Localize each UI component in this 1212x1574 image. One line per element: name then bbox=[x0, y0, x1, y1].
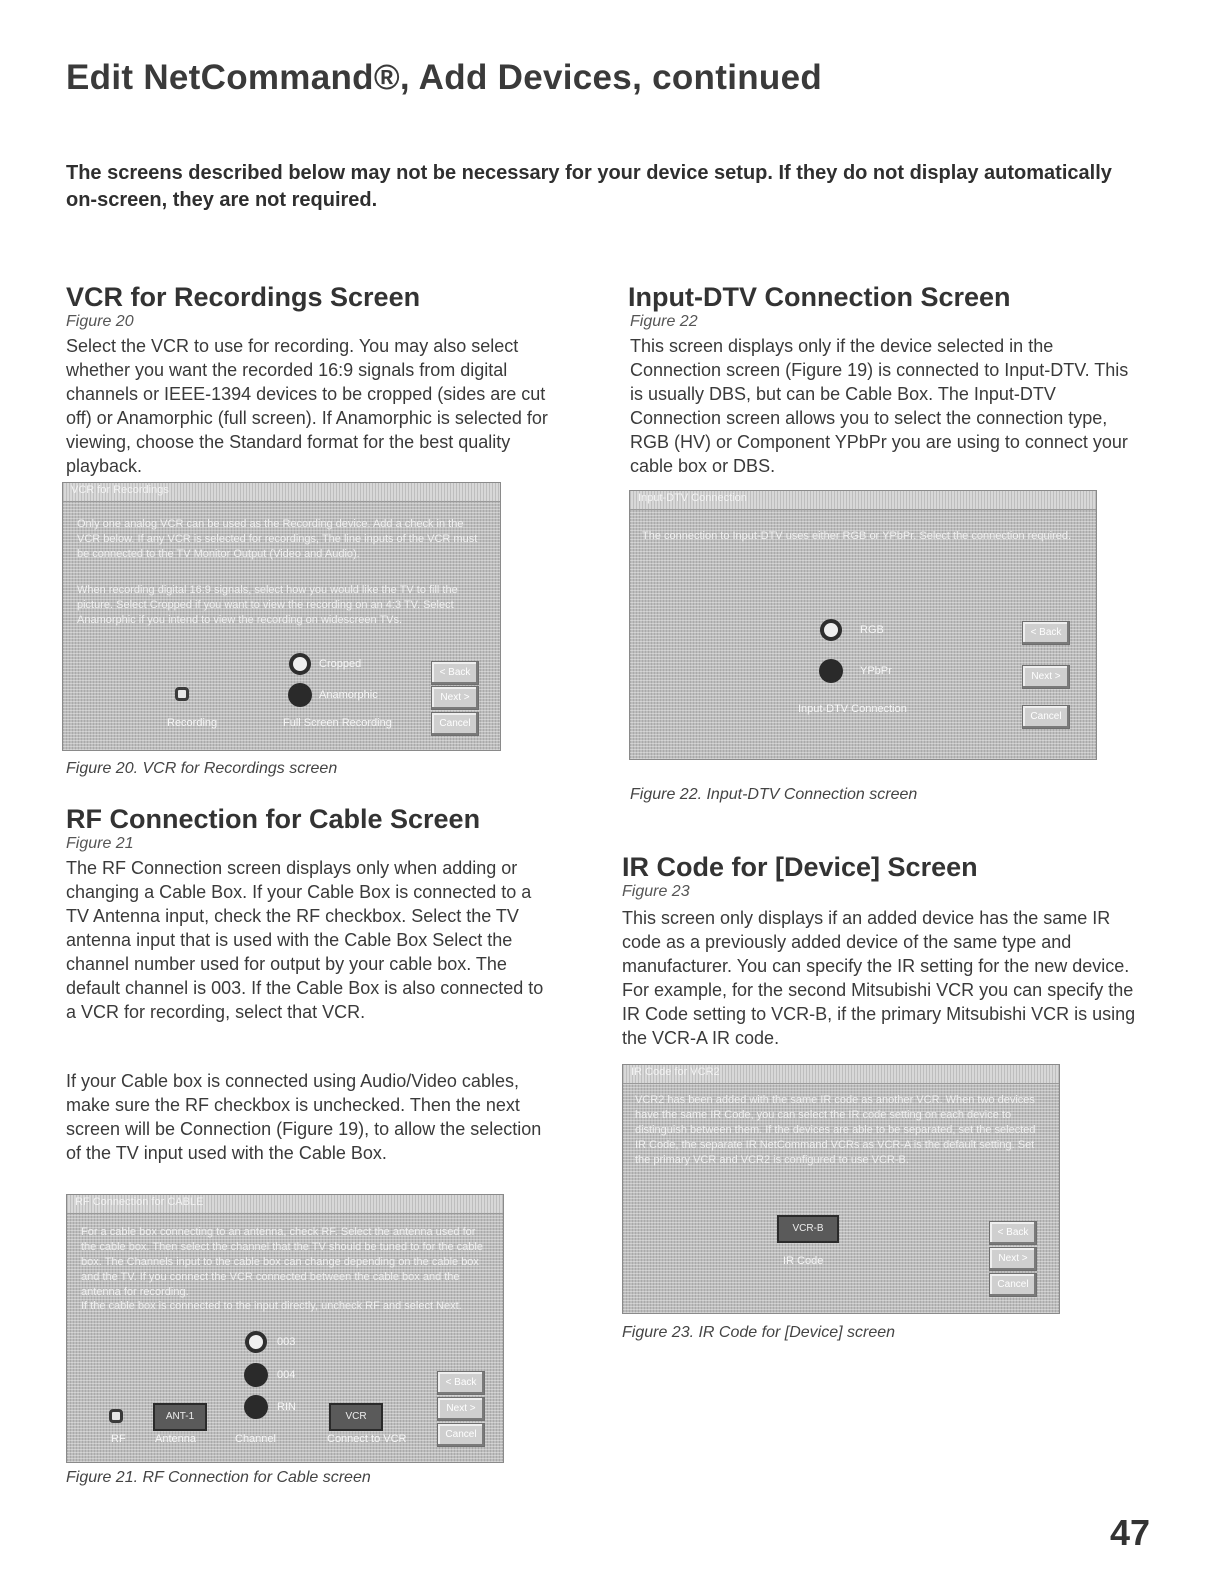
radio-channel-1[interactable] bbox=[245, 1331, 267, 1353]
screen-instructions-2: If the cable box is connected to the input directly, uncheck RF and select Next. bbox=[81, 1300, 462, 1312]
caption-figure-21: Figure 21. RF Connection for Cable screen bbox=[66, 1469, 371, 1486]
radio-ypbpr-label: YPbPr bbox=[860, 665, 892, 677]
section-body-ir: This screen only displays if an added device has the same IR code as a previously added device of the same type and manufacturer. You can specify the IR setting for the new device. For example, for the second Mitsubishi VCR you can specify the IR Code setting to VCR-B, if the primary Mitsubishi VCR is using the VCR-A IR code. bbox=[622, 908, 1136, 1048]
caption-figure-23: Figure 23. IR Code for [Device] screen bbox=[622, 1324, 896, 1341]
radio-cropped-label: Cropped bbox=[319, 658, 362, 670]
input-dtv-label: Input-DTV Connection bbox=[798, 703, 907, 715]
screen-title-bar bbox=[67, 1195, 503, 1214]
channel-label: Channel bbox=[235, 1433, 276, 1445]
screen-title-bar bbox=[630, 491, 1096, 510]
cancel-button[interactable]: Cancel bbox=[431, 712, 479, 736]
back-button[interactable]: < Back bbox=[1022, 621, 1070, 645]
ir-code-label: IR Code bbox=[783, 1255, 824, 1267]
screen-instructions: Only one analog VCR can be used as the Recording device. Add a check in the VCR below. If any VCR is selected for recordings, The line inputs of the VCR must be connected to the TV Monitor Output (Video and Audio). bbox=[77, 518, 478, 560]
radio-cropped[interactable] bbox=[289, 653, 311, 675]
intro-note: The screens described below may not be necessary for your device setup. If they do not display automatically on-screen, they are not required. bbox=[66, 162, 1112, 211]
section-title-rf: RF Connection for Cable Screen bbox=[66, 804, 481, 834]
antenna-label: Antenna bbox=[155, 1433, 196, 1445]
vcr-select[interactable]: VCR bbox=[329, 1403, 383, 1431]
screen-title: RF Connection for CABLE bbox=[75, 1196, 204, 1208]
radio-rgb-label: RGB bbox=[860, 624, 884, 636]
section-title-ir: IR Code for [Device] Screen bbox=[622, 852, 978, 882]
vcr-recordings-screenshot bbox=[62, 482, 501, 751]
screen-instructions: VCR2 has been added with the same IR code as another VCR. When two devices have the same IR Code, you can select the IR code setting on each device to distinguish between them. If the devices are able to be separated, set the selected IR Code, the separate IR NetCommand VCRs as VCR-A is the default setting. Set the primary VCR and VCR2 is configured to use VCR-B. bbox=[635, 1094, 1036, 1166]
rf-checkbox-label: RF bbox=[111, 1433, 126, 1445]
radio-channel-2[interactable] bbox=[244, 1363, 268, 1387]
rf-checkbox[interactable] bbox=[109, 1409, 123, 1423]
caption-figure-22: Figure 22. Input-DTV Connection screen bbox=[630, 786, 918, 803]
screen-instructions-2: When recording digital 16:9 signals, select how you would like the TV to fill the picture. Select Cropped if you want to view the recording on an 4:3 TV. Select Anamorphic if you intend to view the recording on widescreen TVs. bbox=[77, 584, 458, 626]
cancel-button[interactable]: Cancel bbox=[1022, 705, 1070, 729]
ir-code-select[interactable]: VCR-B bbox=[777, 1215, 839, 1243]
section-title-dtv: Input-DTV Connection Screen bbox=[628, 282, 1011, 312]
radio-anamorphic-label: Anamorphic bbox=[319, 689, 378, 701]
figure-ref-vcr: Figure 20 bbox=[66, 313, 134, 330]
next-button[interactable]: Next > bbox=[431, 686, 479, 710]
figure-ref-rf: Figure 21 bbox=[66, 835, 134, 852]
page-title: Edit NetCommand®, Add Devices, continued bbox=[66, 58, 823, 97]
figure-ref-ir: Figure 23 bbox=[622, 883, 690, 900]
screen-title: Input-DTV Connection bbox=[638, 492, 747, 504]
radio-ypbpr[interactable] bbox=[819, 659, 843, 683]
back-button[interactable]: < Back bbox=[431, 661, 479, 685]
caption-figure-20: Figure 20. VCR for Recordings screen bbox=[66, 760, 338, 777]
screen-title-bar bbox=[63, 483, 500, 502]
screen-title: VCR for Recordings bbox=[71, 484, 169, 496]
input-dtv-screenshot bbox=[629, 490, 1097, 760]
screen-instructions: For a cable box connecting to an antenna, check RF. Select the antenna used for the cable box. Then select the channel that the TV should be tuned to for the cable box. The Channels input to the cable box can change depending on the cable box and the TV. If you connect the VCR connected between the cable box and the antenna for recording. bbox=[81, 1226, 483, 1298]
rf-connection-screenshot bbox=[66, 1194, 504, 1463]
cancel-button[interactable]: Cancel bbox=[437, 1423, 485, 1447]
recording-checkbox[interactable] bbox=[175, 687, 189, 701]
recording-checkbox-label: Recording bbox=[167, 717, 218, 729]
section-title-vcr: VCR for Recordings Screen bbox=[66, 282, 421, 312]
screen-instructions: The connection to Input-DTV uses either RGB or YPbPr. Select the connection required. bbox=[642, 530, 1072, 542]
connect-vcr-label: Connect to VCR bbox=[327, 1433, 407, 1445]
cancel-button[interactable]: Cancel bbox=[989, 1273, 1037, 1297]
back-button[interactable]: < Back bbox=[437, 1371, 485, 1395]
section-body-vcr: Select the VCR to use for recording. You may also select whether you want the recorded 16:9 signals from digital channels or IEEE-1394 devices to be cropped (sides are cut off) or Anamorphic (full screen). If Anamorphic is selected for viewing, choose the Standard format for the best quality playback. bbox=[66, 336, 548, 476]
section-body-dtv: This screen displays only if the device selected in the Connection screen (Figure 19) is connected to Input-DTV. This is usually DBS, but can be Cable Box. The Input-DTV Connection screen allows you to select the connection type, RGB (HV) or Component YPbPr you are using to connect your cable box or DBS. bbox=[630, 336, 1129, 476]
back-button[interactable]: < Back bbox=[989, 1221, 1037, 1245]
ir-code-screenshot bbox=[622, 1064, 1060, 1314]
figure-ref-dtv: Figure 22 bbox=[630, 313, 698, 330]
radio-channel-1-label: 003 bbox=[277, 1336, 296, 1348]
page-number: 47 bbox=[1109, 1512, 1150, 1553]
antenna-select[interactable]: ANT-1 bbox=[153, 1403, 207, 1431]
full-screen-label: Full Screen Recording bbox=[283, 717, 392, 729]
radio-anamorphic[interactable] bbox=[288, 683, 312, 707]
radio-channel-3-label: RIN bbox=[277, 1401, 296, 1413]
next-button[interactable]: Next > bbox=[989, 1247, 1037, 1271]
next-button[interactable]: Next > bbox=[437, 1397, 485, 1421]
screen-title-bar bbox=[623, 1065, 1059, 1084]
radio-rgb[interactable] bbox=[820, 619, 842, 641]
radio-channel-2-label: 004 bbox=[277, 1369, 296, 1381]
next-button[interactable]: Next > bbox=[1022, 665, 1070, 689]
radio-channel-3[interactable] bbox=[244, 1395, 268, 1419]
section-body-rf-2: If your Cable box is connected using Audio/Video cables, make sure the RF checkbox is unchecked. Then the next screen will be Connection (Figure 19), to allow the selection of the TV input used with the Cable Box. bbox=[66, 1071, 542, 1163]
screen-title: IR Code for VCR2 bbox=[631, 1066, 720, 1078]
section-body-rf-1: The RF Connection screen displays only when adding or changing a Cable Box. If your Cable Box is connected to a TV Antenna input, check the RF checkbox. Select the TV antenna input that is used with the Cable Box Select the channel number used for output by your cable box. The default channel is 003. If the Cable Box is also connected to a VCR for recording, select that VCR. bbox=[66, 858, 544, 1022]
